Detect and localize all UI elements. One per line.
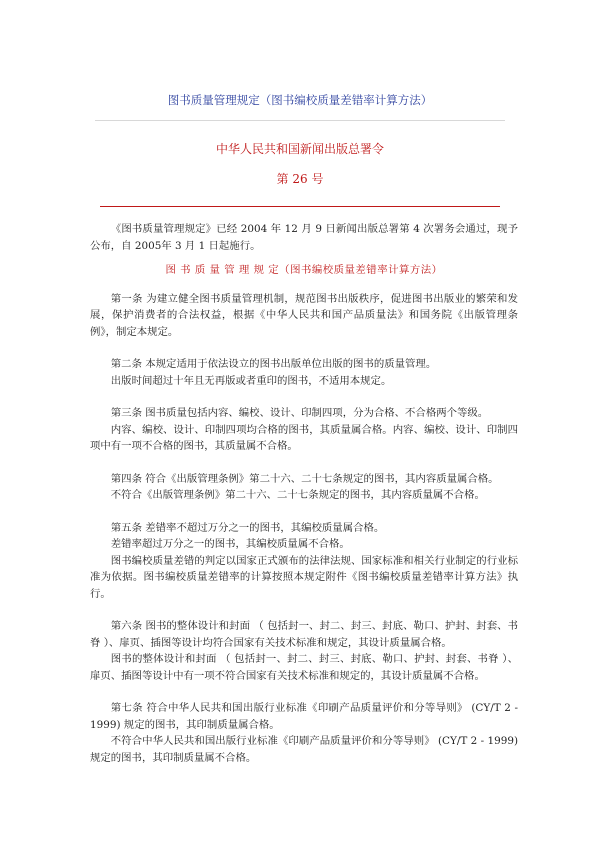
article-6-paragraph-2: 图书的整体设计和封面 （ 包括封一、封二、封三、封底、勒口、护封、封套、书脊 ）、扉页、插图等设计中有一项不符合国家有关技术标准和规定的，其设计质量属不合格。: [90, 653, 518, 682]
title-divider: [95, 120, 505, 121]
article-5-paragraph-2: 差错率超过万分之一的图书，其编校质量属不合格。: [110, 538, 350, 550]
red-divider: [100, 206, 500, 207]
article-1: 第一条 为建立健全图书质量管理机制，规范图书出版秩序，促进图书出版业的繁荣和发展，保护消费者的合法权益，根据《中华人民共和国产品质量法》和国务院《出版管理条例》，制定本规定。: [90, 292, 518, 338]
article-5: 第五条 差错率不超过万分之一的图书，其编校质量属合格。: [110, 521, 385, 534]
article-5-paragraph-3: 图书编校质量差错的判定以国家正式颁布的法律法规、国家标准和相关行业制定的行业标准为依据。图书编校质量差错率的计算按照本规定附件《图书编校质量差错率计算方法》执行。: [90, 554, 518, 600]
order-number: 第 26 号: [276, 172, 324, 186]
article-4: 第四条 符合《出版管理条例》第二十六、二十七条规定的图书，其内容质量属合格。: [110, 472, 499, 485]
article-2-paragraph-2: 出版时间超过十年且无再版或者重印的图书，不适用本规定。: [110, 374, 392, 387]
document-title: 图书质量管理规定（图书编校质量差错率计算方法）: [167, 93, 433, 107]
article-3: 第三条 图书质量包括内容、编校、设计、印制四项，分为合格、不合格两个等级。: [110, 407, 489, 419]
article-3-paragraph-2: 内容、编校、设计、印制四项均合格的图书，其质量属合格。内容、编校、设计、印制四项中有一项不合格的图书，其质量属不合格。: [90, 423, 518, 452]
article-7-paragraph-2: 不符合中华人民共和国出版行业标准《印刷产品质量评价和分等导则》 (CY/T 2 - 1999) 规定的图书，其印制质量属不合格。: [90, 735, 518, 764]
intro-paragraph: 《图书质量管理规定》已经 2004 年 12 月 9 日新闻出版总署第 4 次署务会通过，现予公布，自 2005年 3 月 1 日起施行。: [90, 223, 518, 252]
article-2: 第二条 本规定适用于依法设立的图书出版单位出版的图书的质量管理。: [110, 358, 437, 370]
article-7: 第七条 符合中华人民共和国出版行业标准《印刷产品质量评价和分等导则》 (CY/T 2 - 1999) 规定的图书，其印制质量属合格。: [90, 702, 518, 731]
section-title: 图 书 质 量 管 理 规 定（图书编校质量差错率计算方法）: [165, 264, 443, 276]
article-4-paragraph-2: 不符合《出版管理条例》第二十六、二十七条规定的图书，其内容质量属不合格。: [110, 489, 485, 501]
order-title: 中华人民共和国新闻出版总署令: [215, 142, 384, 156]
document-body: [90, 221, 518, 766]
article-6: 第六条 图书的整体设计和封面 （ 包括封一、封二、封三、封底、勒口、护封、封套、书脊 ）、扉页、插图等设计均符合国家有关技术标准和规定，其设计质量属合格。: [90, 620, 518, 649]
